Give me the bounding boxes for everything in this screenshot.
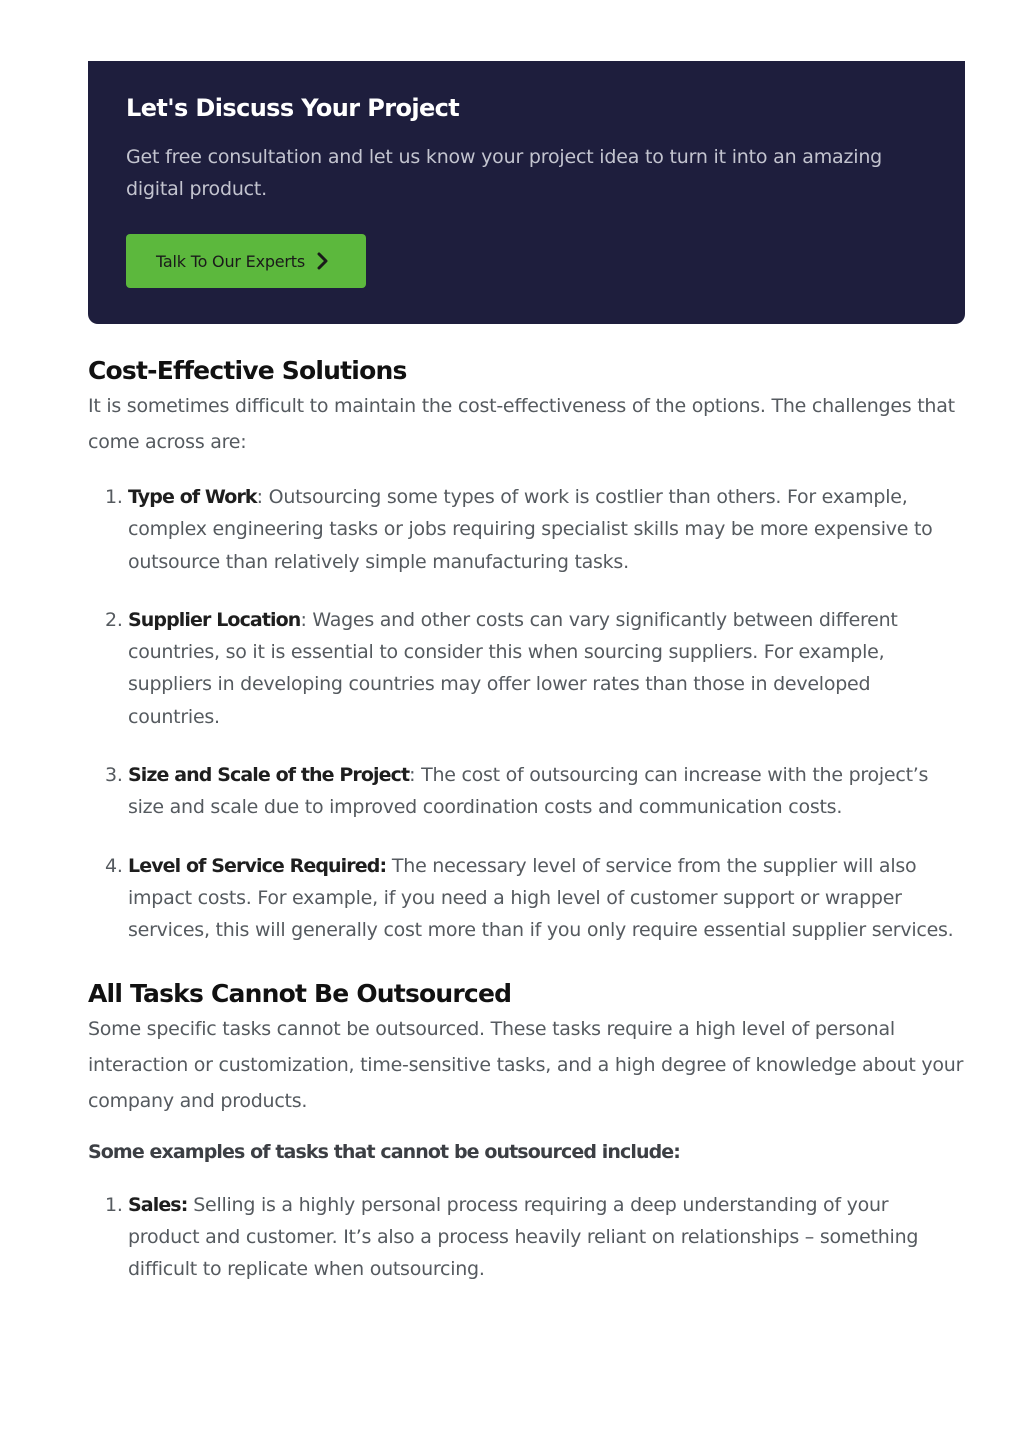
list-item-text: : Outsourcing some types of work is costlier than others. For example, complex engineering tasks or jobs requiring specialist skills may be more expensive to outsource than relatively simple manufacturing tasks. [128,486,933,573]
list-item-text: : Wages and other costs can vary significantly between different countries, so it is essential to consider this when sourcing suppliers. For example, suppliers in developing countries may offer lower rates than those in developed countries. [128,608,898,728]
tasks-subheading: Some examples of tasks that cannot be outsourced include: [88,1140,680,1163]
tasks-intro-paragraph: Some specific tasks cannot be outsourced. These tasks require a high level of personal interaction or customization, time-sensitive tasks, and a high degree of knowledge about your company and products. [88,1017,964,1112]
list-item-number: 3. [105,764,123,787]
list-item-term: Supplier Location [128,608,301,631]
list-item [105,850,965,947]
cta-title: Let's Discuss Your Project [126,94,460,122]
list-item [105,759,965,824]
tasks-examples-list [88,1189,965,1286]
list-item [105,481,965,578]
talk-to-experts-button[interactable] [126,234,366,288]
list-item-number: 4. [105,854,123,877]
cost-challenges-list [88,481,965,947]
list-item-term: Sales: [128,1193,188,1216]
list-item-number: 1. [105,1193,123,1216]
list-item-term: Type of Work [128,486,257,508]
article-content [88,61,965,1311]
list-item-number: 1. [105,486,123,508]
list-item-number: 2. [105,608,123,631]
list-item-text: Selling is a highly personal process requiring a deep understanding of your product and customer. It’s also a process heavily reliant on relationships – something difficult to replicate when outsourcing. [128,1193,919,1281]
chevron-right-icon [317,252,329,270]
list-item-text: The necessary level of service from the supplier will also impact costs. For example, if you need a high level of customer support or wrapper services, this will generally cost more than if you only require essential supplier services. [128,854,954,942]
talk-to-experts-label: Talk To Our Experts [156,251,306,271]
list-item-text: : The cost of outsourcing can increase with the project’s size and scale due to improved coordination costs and communication costs. [128,764,929,819]
list-item-term: Size and Scale of the Project [128,764,410,787]
list-item [105,1189,965,1286]
cta-description: Get free consultation and let us know your project idea to turn it into an amazing digital product. [126,146,883,200]
cta-banner [88,61,965,324]
list-item-term: Level of Service Required: [128,854,387,877]
list-item [105,604,965,733]
cost-intro-paragraph: It is sometimes difficult to maintain the cost-effectiveness of the options. The challenges that come across are: [88,395,955,453]
cost-effective-heading: Cost-Effective Solutions [88,356,407,385]
tasks-heading: All Tasks Cannot Be Outsourced [88,978,512,1008]
